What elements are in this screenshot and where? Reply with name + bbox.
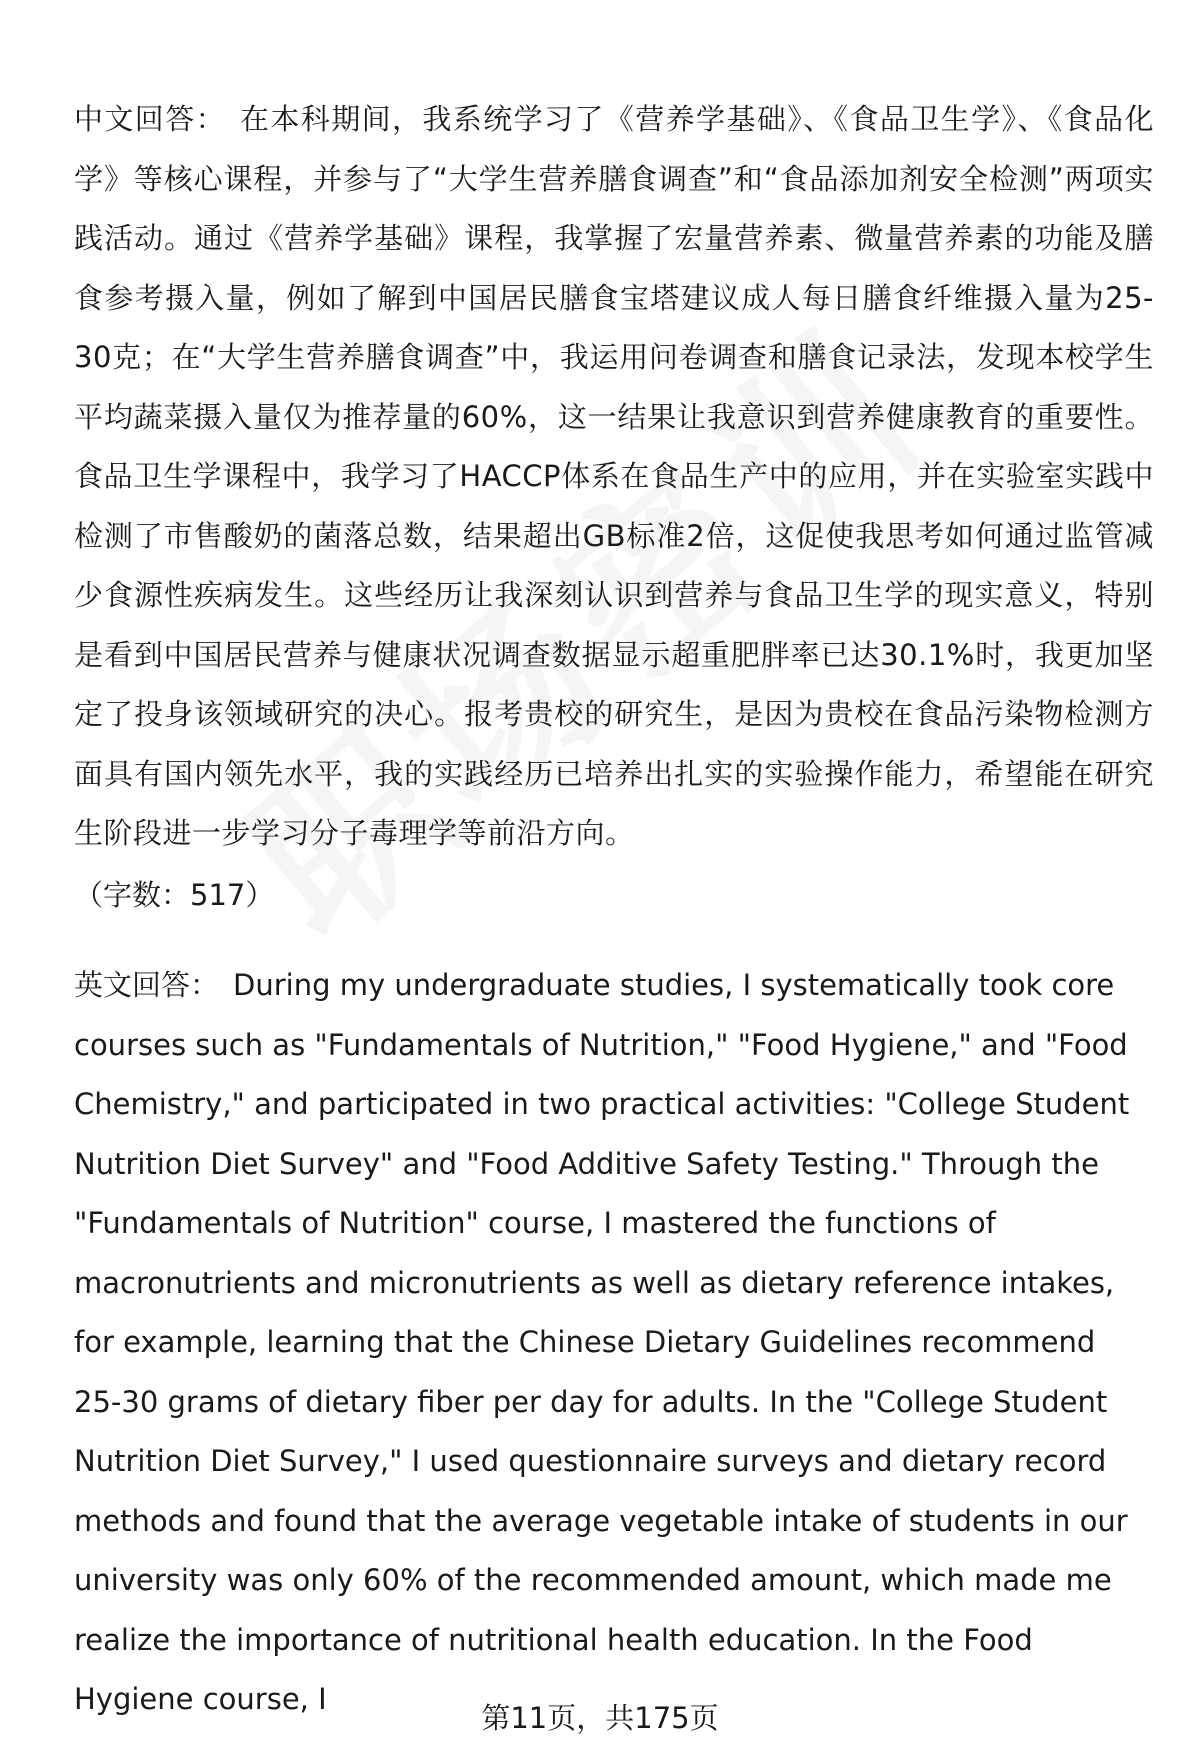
word-count: （字数：517） bbox=[74, 878, 275, 912]
chinese-answer-text: 在本科期间，我系统学习了《营养学基础》、《食品卫生学》、《食品化学》等核心课程，并参与了“大学生营养膳食调查”和“食品添加剂安全检测”两项实践活动。通过《营养学基础》课程，我掌握了宏量营养素、微量营养素的功能及膳食参考摄入量，例如了解到中国居民膳食宝塔建议成人每日膳食纤维摄入量为25-30克；在“大学生营养膳食调查”中，我运用问卷调查和膳食记录法，发现本校学生平均蔬菜摄入量仅为推荐量的60%，这一结果让我意识到营养健康教育的重要性。食品卫生学课程中，我学习了HACCP体系在食品生产中的应用，并在实验室实践中检测了市售酸奶的菌落总数，结果超出GB标准2倍，这促使我思考如何通过监管减少食源性疾病发生。这些经历让我深刻认识到营养与食品卫生学的现实意义，特别是看到中国居民营养与健康状况调查数据显示超重肥胖率已达30.1%时，我更加坚定了投身该领域研究的决心。报考贵校的研究生，是因为贵校在食品污染物检测方面具有国内领先水平，我的实践经历已培养出扎实的实验操作能力，希望能在研究生阶段进一步学习分子毒理学等前沿方向。 bbox=[74, 102, 1154, 850]
english-answer-label: 英文回答： bbox=[74, 968, 220, 1002]
chinese-answer-label: 中文回答： bbox=[74, 102, 227, 136]
chinese-answer-paragraph bbox=[74, 90, 1154, 864]
english-answer-paragraph bbox=[74, 956, 1134, 1716]
english-answer-text: During my undergraduate studies, I systematically took core courses such as "Fundamentals of Nutrition," "Food Hygiene," and "Food Chemistry," and participated in two practical activities: "College Student Nutrition Diet Survey" and "Food Additive Safety Testing." Through the "Fundamentals of Nutrition" course, I mastered the functions of macronutrients and micronutrients as well as dietary reference intakes, for example, learning that the Chinese Dietary Guidelines recommend 25-30 grams of dietary fiber per day for adults. In the "College Student Nutrition Diet Survey," I used questionnaire surveys and dietary record methods and found that the average vegetable intake of students in our university was only 60% of the recommended amount, which made me realize the importance of nutritional health education. In the Food Hygiene course, I bbox=[74, 968, 1130, 1716]
page-number: 第11页，共175页 bbox=[481, 1701, 719, 1735]
